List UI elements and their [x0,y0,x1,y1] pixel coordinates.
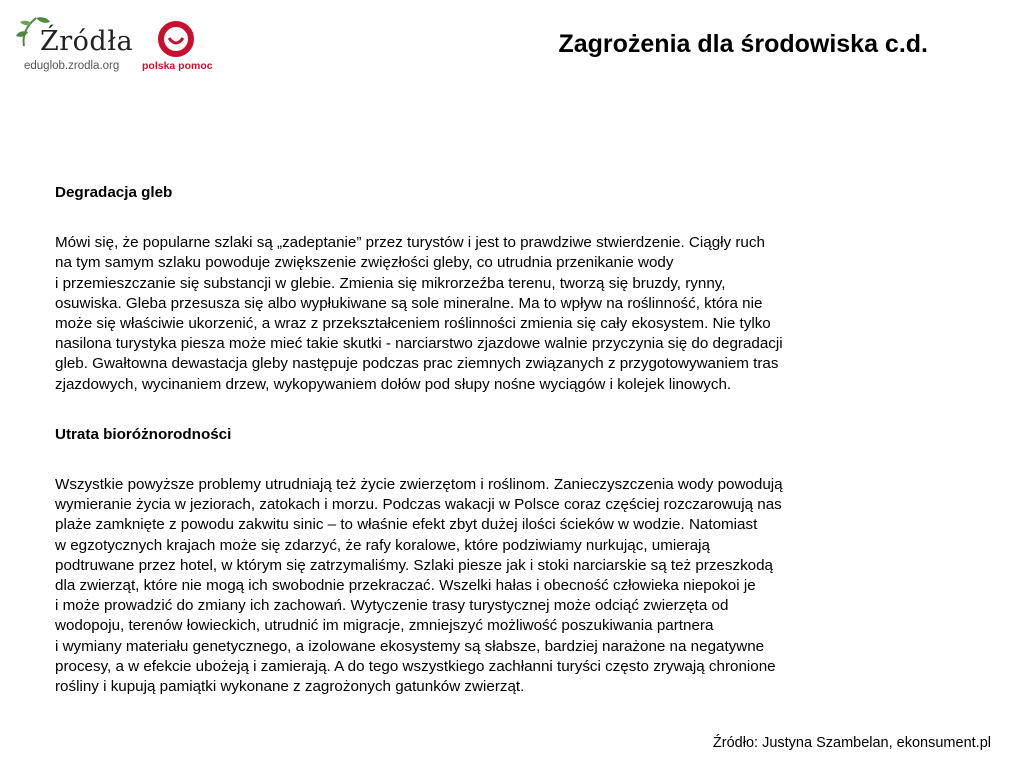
slide-title: Zagrożenia dla środowiska c.d. [558,30,928,58]
source-citation: Źródło: Justyna Szambelan, ekonsument.pl [712,735,991,751]
slide-content [55,183,995,697]
polska-pomoc-label: polska pomoc [142,60,213,72]
zrodla-wordmark: Źródła [40,26,134,57]
section-text-bioroznorodnosc: Wszystkie powyższe problemy utrudniają też życie zwierzętom i roślinom. Zanieczyszczenia wody powodują wymieranie życia w jeziorach, zatokach i morzu. Podczas wakacji w Polsce coraz częściej rozczarowują nas plaże zamknięte z powodu zakwitu sinic – to właśnie efekt zbyt dużej ilości ścieków w wodzie. Natomiast w egzotycznych krajach może się zdarzyć, że rafy koralowe, które podziwiamy nurkując, umierają podtruwane przez hotel, w którym się zatrzymaliśmy. Szlaki piesze jak i stoki narciarskie są też przeszkodą dla zwierząt, które nie mogą ich swobodnie przekraczać. Wszelki hałas i obecność człowieka niepokoi je i może prowadzić do zmiany ich zachowań. Wytyczenie trasy turystycznej może odciąć zwierzęta od wodopoju, terenów łowieckich, utrudnić im migracje, zmniejszyć możliwość poszukiwania partnera i wymiany materiału genetycznego, a izolowane ekosystemy są słabsze, bardziej narażone na negatywne procesy, a w efekcie ubożeją i zamierają. A do tego wszystkiego zachłanni turyści często zrywają chronione rośliny i kupują pamiątki wykonane z zagrożonych gatunków zwierząt. [55,476,783,696]
zrodla-logo [14,12,134,76]
section-heading-degradacja: Degradacja gleb [55,184,173,201]
section-heading-bioroznorodnosc: Utrata bioróżnorodności [55,425,232,443]
polska-pomoc-emblem-icon [154,20,198,58]
zrodla-url: eduglob.zrodla.org [24,60,120,72]
polska-pomoc-logo [142,20,216,76]
section-text-degradacja: Mówi się, że popularne szlaki są „zadeptanie” przez turystów i jest to prawdziwe stwierdzenie. Ciągły ruch na tym samym szlaku powoduje zwiększenie zwięzłości gleby, co utrudnia przenikanie wody i przemieszczanie się substancji w glebie. Zmienia się mikrorzeźba terenu, tworzą się bruzdy, rynny, osuwiska. Gleba przesusza się albo wypłukiwane są sole mineralne. Ma to wpływ na roślinność, która nie może się właściwie ukorzenić, a wraz z przekształceniem roślinności zmienia się cały ekosystem. Nie tylko nasilona turystyka piesza może mieć takie skutki - narciarstwo zjazdowe walnie przyczynia się do degradacji gleb. Gwałtowna dewastacja gleby następuje podczas prac ziemnych związanych z przygotowywaniem tras zjazdowych, wycinaniem drzew, wykopywaniem dołów pod słupy nośne wyciągów i kolejek linowych. [55,234,783,393]
